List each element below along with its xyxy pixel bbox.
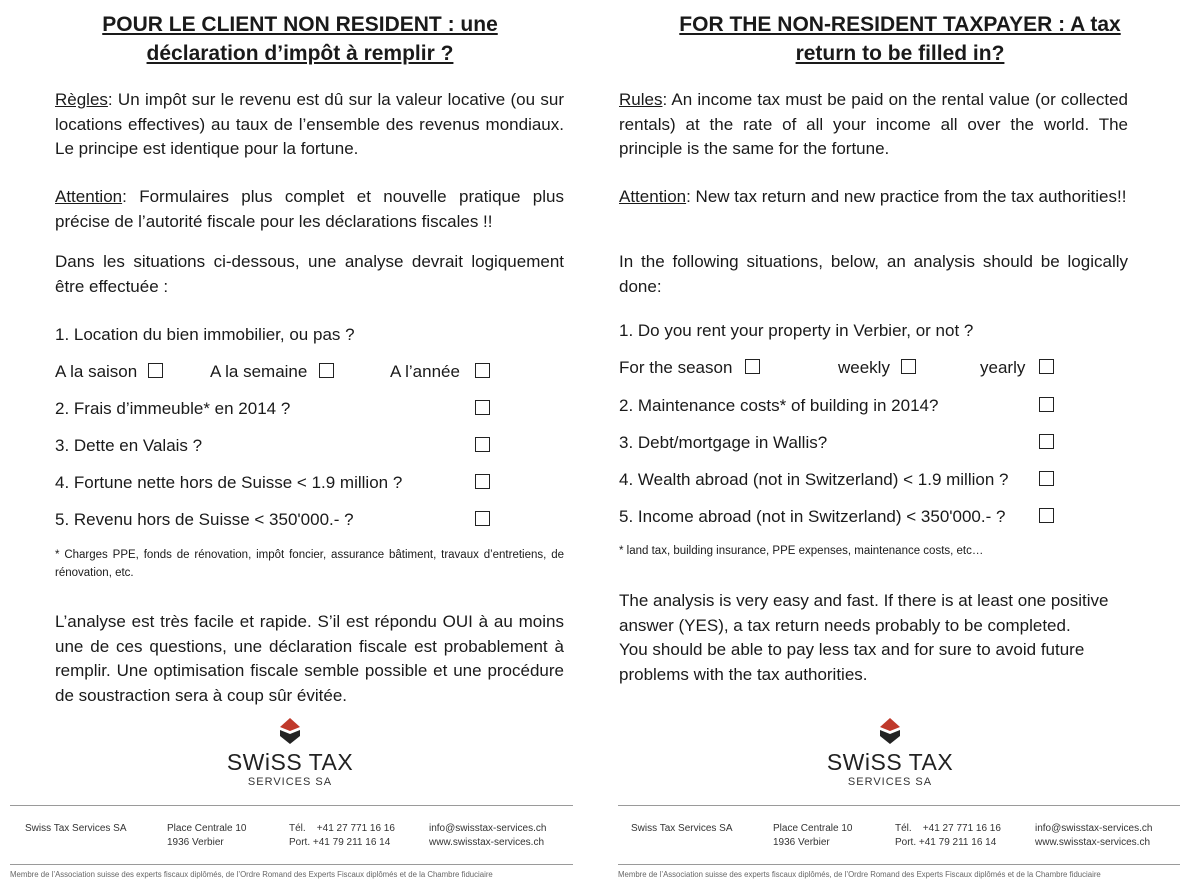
footer-company: Swiss Tax Services SA [25, 823, 127, 834]
french-conclusion: L’analyse est très facile et rapide. S’il est répondu OUI à au moins une de ces questions, une déclaration fiscale est probablement à remplir. Une optimisation fiscale semble possible et une procédure de soustraction sera à coup sûr évitée. [55, 612, 564, 705]
english-rules: Rules: An income tax must be paid on the rental value (or collected rentals) at the rate of all your income all over the world. The principle is the same for the fortune. [619, 90, 1128, 158]
rules-label: Rules [619, 90, 663, 109]
option-season-label: A la saison [55, 362, 138, 381]
question-1: 1. Location du bien immobilier, ou pas ? [55, 325, 355, 344]
french-rules: Règles: Un impôt sur le revenu est dû sur la valeur locative (ou sur locations effectives) au taux de l’ensemble des revenus mondiaux. Le principe est identique pour la fortune. [55, 90, 564, 158]
checkbox-week[interactable] [901, 359, 916, 374]
checkbox-season[interactable] [148, 363, 163, 378]
question-5: 5. Income abroad (not in Switzerland) < 350'000.- ? [619, 507, 1006, 526]
french-title: POUR LE CLIENT NON RESIDENT : une déclaration d’impôt à remplir ? [102, 13, 498, 65]
english-situations: In the following situations, below, an analysis should be logically done: [619, 252, 1128, 296]
attention-label: Attention [619, 187, 687, 206]
english-conclusion: The analysis is very easy and fast. If there is at least one positive answer (YES), a tax return needs probably to be completed. You should be able to pay less tax and for sure to avoid future problems with the tax authorities. [619, 591, 1109, 684]
checkbox-q5[interactable] [475, 511, 490, 526]
footer-company: Swiss Tax Services SA [631, 823, 733, 834]
english-attention: Attention: New tax return and new practice from the tax authorities!! [619, 187, 1127, 206]
question-2: 2. Frais d’immeuble* en 2014 ? [55, 399, 291, 418]
footer-web[interactable]: www.swisstax-services.ch [429, 837, 545, 848]
footer-contact [429, 822, 546, 850]
brand-logo [190, 718, 390, 788]
checkbox-q3[interactable] [1039, 434, 1054, 449]
option-week-label: A la semaine [210, 362, 308, 381]
logo-emblem-icon [879, 718, 901, 744]
question-2: 2. Maintenance costs* of building in 2014? [619, 396, 939, 415]
french-situations: Dans les situations ci-dessous, une analyse devrait logiquement être effectuée : [55, 252, 564, 296]
footer-email[interactable]: info@swisstax-services.ch [429, 823, 547, 834]
brand-sub: SERVICES SA [847, 776, 933, 788]
english-title: FOR THE NON-RESIDENT TAXPAYER : A tax return to be filled in? [679, 13, 1121, 65]
footer-membership: Membre de l’Association suisse des experts fiscaux diplômés, de l’Ordre Romand des Experts Fiscaux diplômés et de la Chambre fiduciaire [10, 870, 493, 879]
footer-phones: Tél. +41 27 771 16 16 Port. +41 79 211 16 14 [895, 823, 1001, 848]
brand-name: SWiSS TAX [826, 749, 954, 775]
question-4: 4. Wealth abroad (not in Switzerland) < 1.9 million ? [619, 470, 1009, 489]
footer-membership: Membre de l’Association suisse des experts fiscaux diplômés, de l’Ordre Romand des Experts Fiscaux diplômés et de la Chambre fiduciaire [618, 870, 1101, 879]
footer-divider [10, 805, 573, 806]
checkbox-q3[interactable] [475, 437, 490, 452]
brand-logo [790, 718, 990, 788]
footer-address: Place Centrale 10 1936 Verbier [773, 823, 853, 848]
brand-name: SWiSS TAX [226, 749, 354, 775]
question-3: 3. Dette en Valais ? [55, 436, 203, 455]
checkbox-year[interactable] [1039, 359, 1054, 374]
rules-label: Règles [55, 90, 108, 109]
question-1: 1. Do you rent your property in Verbier, or not ? [619, 321, 974, 340]
checkbox-season[interactable] [745, 359, 760, 374]
footer-email[interactable]: info@swisstax-services.ch [1035, 823, 1153, 834]
footer-divider-2 [618, 864, 1180, 865]
footer-address: Place Centrale 10 1936 Verbier [167, 823, 247, 848]
checkbox-q5[interactable] [1039, 508, 1054, 523]
option-year-label: yearly [980, 358, 1026, 377]
checkbox-week[interactable] [319, 363, 334, 378]
checkbox-q2[interactable] [1039, 397, 1054, 412]
footer-divider-2 [10, 864, 573, 865]
logo-emblem-icon [279, 718, 301, 744]
checkbox-q2[interactable] [475, 400, 490, 415]
french-attention: Attention: Formulaires plus complet et nouvelle pratique plus précise de l’autorité fiscale pour les déclarations fiscales !! [55, 187, 564, 231]
footer-divider [618, 805, 1180, 806]
attention-label: Attention [55, 187, 123, 206]
checkbox-q4[interactable] [1039, 471, 1054, 486]
english-column [600, 0, 1200, 892]
option-season-label: For the season [619, 358, 733, 377]
checkbox-year[interactable] [475, 363, 490, 378]
footer-phones: Tél. +41 27 771 16 16 Port. +41 79 211 16 14 [289, 823, 395, 848]
checkbox-q4[interactable] [475, 474, 490, 489]
english-footnote: * land tax, building insurance, PPE expenses, maintenance costs, etc… [619, 545, 984, 557]
question-4: 4. Fortune nette hors de Suisse < 1.9 million ? [55, 473, 403, 492]
footer-contact [1035, 822, 1152, 850]
option-year-label: A l’année [390, 362, 460, 381]
question-5: 5. Revenu hors de Suisse < 350'000.- ? [55, 510, 354, 529]
question-3: 3. Debt/mortgage in Wallis? [619, 433, 828, 452]
footer-web[interactable]: www.swisstax-services.ch [1035, 837, 1151, 848]
french-footnote: * Charges PPE, fonds de rénovation, impôt foncier, assurance bâtiment, travaux d’entretiens, de rénovation, etc. [55, 549, 564, 579]
brand-sub: SERVICES SA [247, 776, 333, 788]
option-week-label: weekly [838, 358, 890, 377]
